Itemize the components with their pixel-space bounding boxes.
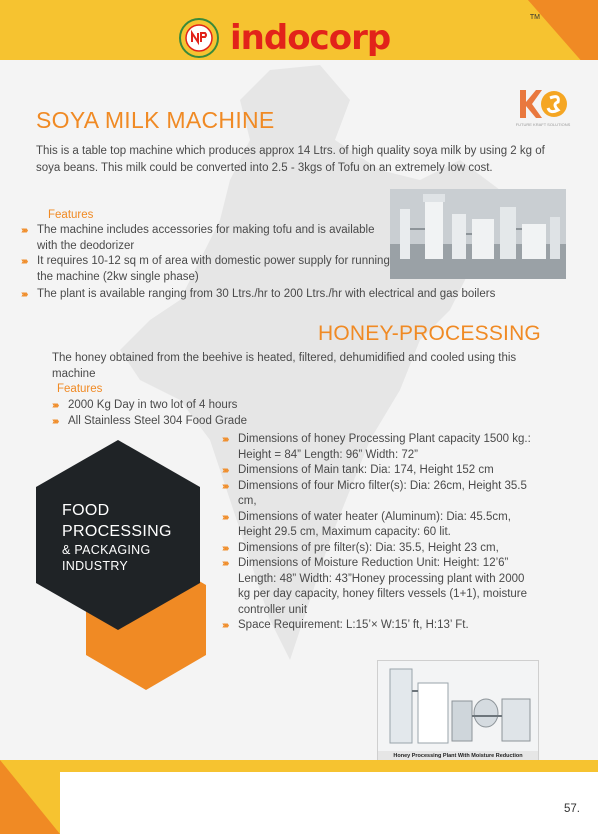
brand-logo xyxy=(176,12,426,64)
soya-description: This is a table top machine which produces approx 14 Ltrs. of high quality soya milk by using 2 kg of soya beans. This milk could be converted into 2.5 - 3kgs of Tofu on an extremely low cost. xyxy=(36,145,545,174)
soya-machine-photo xyxy=(390,189,566,279)
list-item: ›››› Dimensions of honey Processing Plant capacity 1500 kg.: Height = 84” Length: 96” Width: 72” xyxy=(222,433,531,461)
bullet-arrow-icon: ›››› xyxy=(21,289,27,300)
bullet-arrow-icon: ›››› xyxy=(21,256,27,267)
category-line-2: PROCESSING xyxy=(62,523,172,540)
honey-photo-caption: Honey Processing Plant With Moisture Reduction xyxy=(378,751,538,761)
list-item: ›››› Dimensions of four Micro filter(s): Dia: 26cm, Height 35.5 cm, xyxy=(222,479,527,507)
list-item: ›››› It requires 10-12 sq m of area with domestic power supply for running the machine (2kw single phase) xyxy=(21,255,390,283)
bullet-arrow-icon: ›››› xyxy=(222,465,228,476)
category-label xyxy=(62,500,172,574)
bullet-arrow-icon: ›››› xyxy=(52,415,58,427)
category-line-4: INDUSTRY xyxy=(62,559,129,573)
category-line-3: & PACKAGING xyxy=(62,543,151,557)
honey-features-list xyxy=(52,398,352,429)
bullet-arrow-icon: ›››› xyxy=(222,620,228,631)
laurel-emblem-icon xyxy=(176,15,222,61)
list-item: ›››› Space Requirement: L:15’× W:15’ ft, H:13’ Ft. xyxy=(222,618,532,634)
bullet-arrow-icon: ›››› xyxy=(222,542,228,554)
bullet-arrow-icon: ›››› xyxy=(222,511,228,523)
bullet-arrow-icon: ›››› xyxy=(52,400,58,411)
category-line-1: FOOD xyxy=(62,502,110,519)
list-item: ›››› Dimensions of Main tank: Dia: 174, Height 152 cm xyxy=(222,463,532,479)
partner-tagline: FUTURE KRAFT SOLUTIONS xyxy=(515,122,571,127)
soya-section-title: SOYA MILK MACHINE xyxy=(36,107,275,133)
list-item: ›››› The plant is available ranging from 30 Ltrs./hr to 200 Ltrs./hr with electrical and gas boilers xyxy=(21,287,541,303)
honey-description: The honey obtained from the beehive is heated, filtered, dehumidified and cooled using this machine xyxy=(52,352,517,380)
bullet-arrow-icon: ›››› xyxy=(21,225,27,236)
list-item: ›››› Dimensions of water heater (Aluminum): Dia: 45.5cm, Height 29.5 cm, Maximum capacity: 60 lit. xyxy=(222,510,511,538)
honey-section-title: HONEY-PROCESSING xyxy=(318,322,541,345)
list-item: ›››› All Stainless Steel 304 Food Grade xyxy=(52,414,352,430)
footer-corner xyxy=(0,760,60,834)
brand-wordmark: indocorp xyxy=(230,18,391,58)
soya-features-label: Features xyxy=(48,209,94,221)
list-item: ›››› Dimensions of pre filter(s): Dia: 35.5, Height 23 cm, xyxy=(222,541,532,557)
page-number: 57. xyxy=(564,803,580,815)
footer-panel xyxy=(60,772,598,834)
bullet-arrow-icon: ›››› xyxy=(222,558,228,569)
bullet-arrow-icon: ›››› xyxy=(222,434,228,445)
list-item: ›››› 2000 Kg Day in two lot of 4 hours xyxy=(52,398,352,414)
honey-features-label: Features xyxy=(57,383,103,395)
honey-plant-photo xyxy=(377,660,539,762)
bullet-arrow-icon: ›››› xyxy=(222,480,228,492)
soya-features-list-cont xyxy=(21,287,541,303)
honey-specs-list xyxy=(222,432,532,634)
trademark-mark: TM xyxy=(529,14,540,21)
ks-partner-logo-icon xyxy=(514,82,570,126)
list-item: ›››› Dimensions of Moisture Reduction Unit: Height: 12’6” Length: 48” Width: 43”Honey processing plant with 2000 kg per day capacity, honey filters vessels (1+1), moisture controller unit xyxy=(222,557,528,616)
soya-features-list xyxy=(21,223,391,285)
list-item: ›››› The machine includes accessories for making tofu and is available with the deodorizer xyxy=(21,224,375,252)
